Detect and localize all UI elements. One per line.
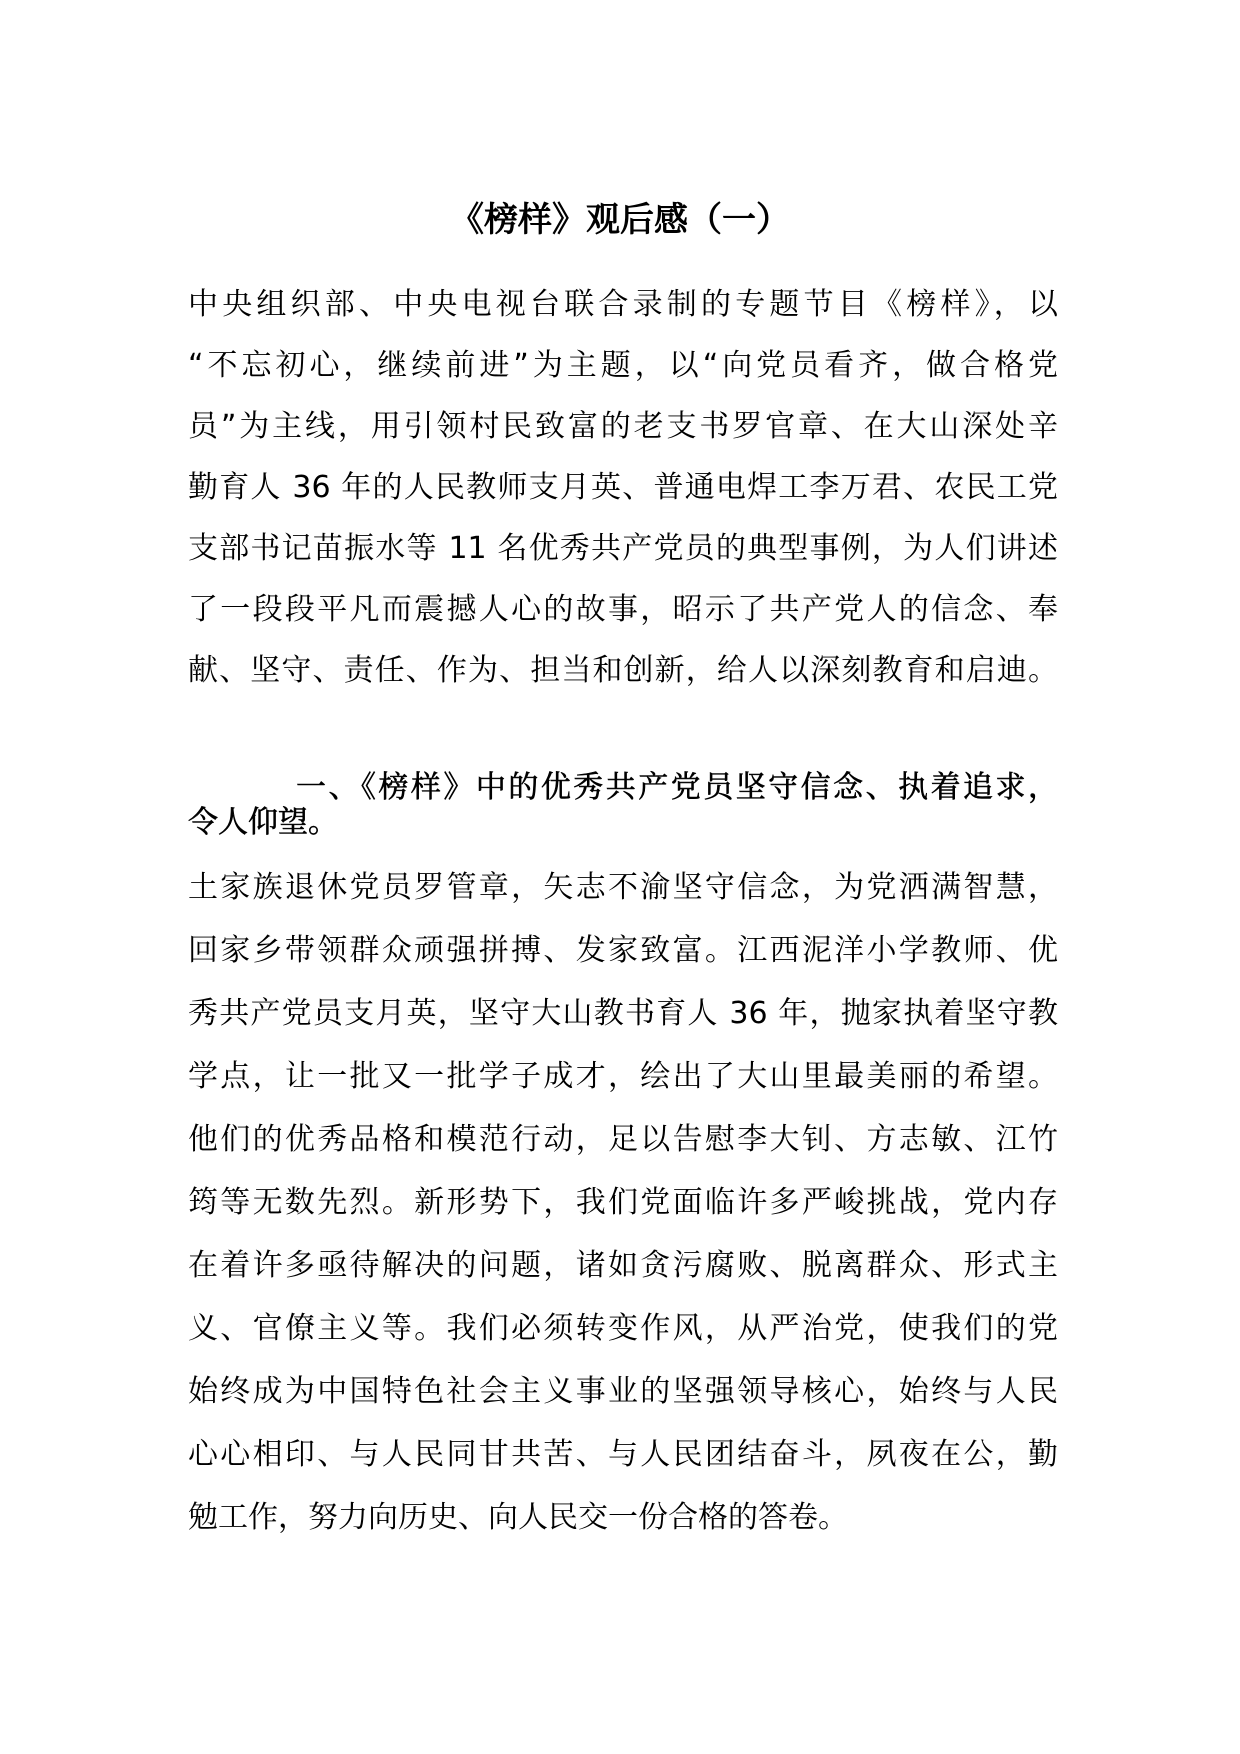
paragraph2-line: 义、官僚主义等。我们必须转变作风，从严治党，使我们的党 bbox=[188, 1311, 1058, 1346]
paragraph2-line: 心心相印、与人民同甘共苦、与人民团结奋斗，夙夜在公，勤 bbox=[188, 1437, 1058, 1472]
paragraph1-line: “不忘初心，继续前进”为主题，以“向党员看齐，做合格党 bbox=[188, 348, 1058, 383]
paragraph2-line: 筠等无数先烈。新形势下，我们党面临许多严峻挑战，党内存 bbox=[188, 1185, 1058, 1220]
paragraph1-line: 献、坚守、责任、作为、担当和创新，给人以深刻教育和启迪。 bbox=[188, 653, 1058, 688]
section-heading-line: 一、《榜样》中的优秀共产党员坚守信念、执着追求， bbox=[296, 770, 1058, 805]
paragraph2-line: 勉工作，努力向历史、向人民交一份合格的答卷。 bbox=[188, 1500, 848, 1535]
paragraph2-line: 土家族退休党员罗管章，矢志不渝坚守信念，为党洒满智慧， bbox=[188, 870, 1058, 905]
document-title: 《榜样》观后感（一） bbox=[450, 200, 790, 240]
paragraph1-line: 了一段段平凡而震撼人心的故事，昭示了共产党人的信念、奉 bbox=[188, 592, 1058, 627]
paragraph1-line: 员”为主线，用引领村民致富的老支书罗官章、在大山深处辛 bbox=[188, 409, 1058, 444]
paragraph2-line: 学点，让一批又一批学子成才，绘出了大山里最美丽的希望。 bbox=[188, 1059, 1058, 1094]
paragraph2-line: 始终成为中国特色社会主义事业的坚强领导核心，始终与人民 bbox=[188, 1374, 1058, 1409]
paragraph2-line: 在着许多亟待解决的问题，诸如贪污腐败、脱离群众、形式主 bbox=[188, 1248, 1058, 1283]
paragraph1-line: 中央组织部、中央电视台联合录制的专题节目《榜样》，以 bbox=[188, 287, 1058, 322]
paragraph2-line: 回家乡带领群众顽强拼搏、发家致富。江西泥洋小学教师、优 bbox=[188, 933, 1058, 968]
paragraph1-line: 勤育人 36 年的人民教师支月英、普通电焊工李万君、农民工党 bbox=[188, 470, 1058, 505]
paragraph2-line: 他们的优秀品格和模范行动，足以告慰李大钊、方志敏、江竹 bbox=[188, 1122, 1058, 1157]
paragraph2-line: 秀共产党员支月英，坚守大山教书育人 36 年，抛家执着坚守教 bbox=[188, 996, 1058, 1031]
paragraph1-line: 支部书记苗振水等 11 名优秀共产党员的典型事例，为人们讲述 bbox=[188, 531, 1058, 566]
section-heading-line: 令人仰望。 bbox=[188, 805, 338, 840]
